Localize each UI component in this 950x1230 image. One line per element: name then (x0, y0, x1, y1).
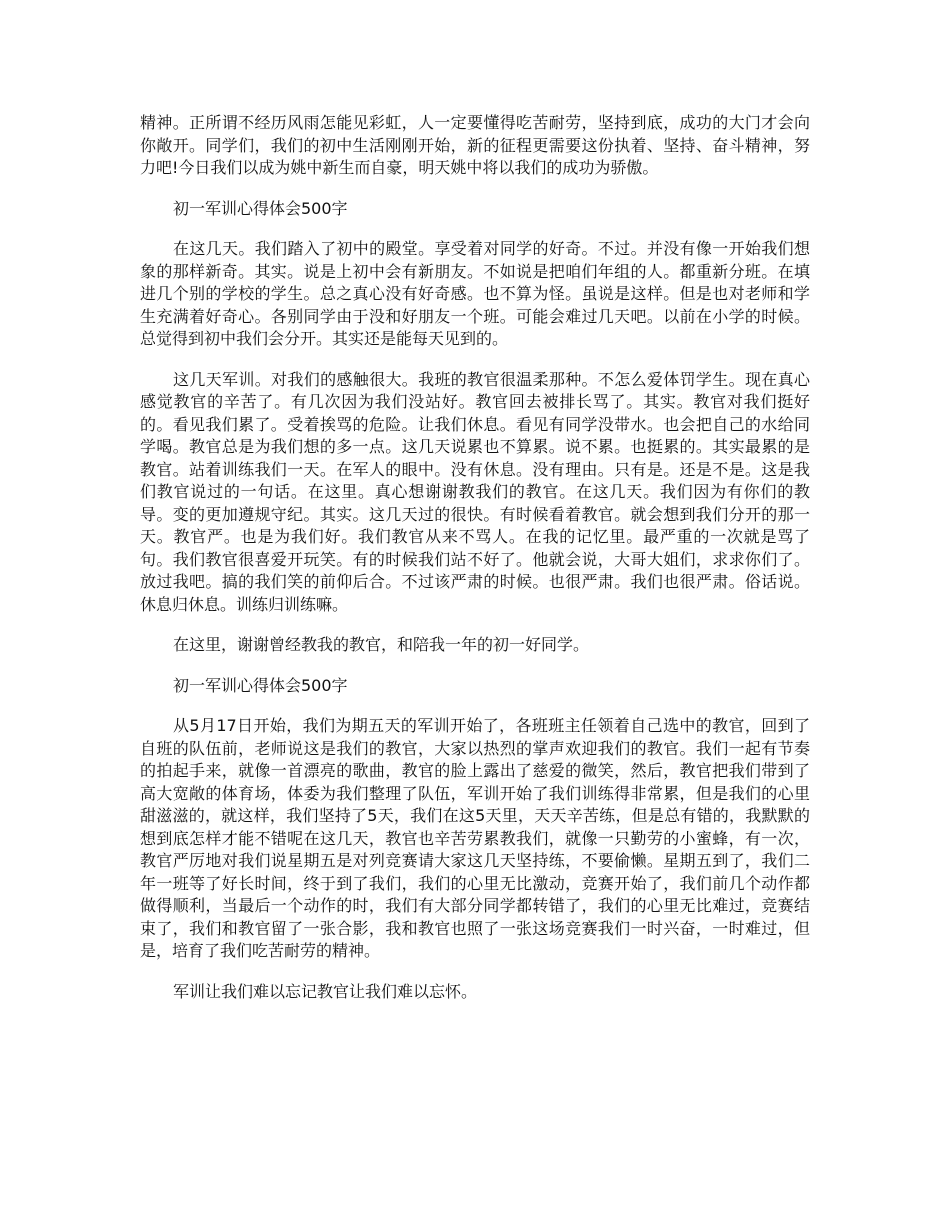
body-paragraph: 精神。正所谓不经历风雨怎能见彩虹，人一定要懂得吃苦耐劳，坚持到底，成功的大门才会向你敞开。同学们，我们的初中生活刚刚开始，新的征程更需要这份执着、坚持、奋斗精神，努力吧!今日我们以成为姚中新生而自豪，明天姚中将以我们的成功为骄傲。 (140, 113, 810, 177)
body-paragraph: 军训让我们难以忘记教官让我们难以忘怀。 (173, 981, 478, 1001)
body-paragraph: 从5月17日开始，我们为期五天的军训开始了，各班班主任领着自己选中的教官，回到了自班的队伍前，老师说这是我们的教官，大家以热烈的掌声欢迎我们的教官。我们一起有节奏的拍起手来，就像一首漂亮的歌曲，教官的脸上露出了慈爱的微笑，然后，教官把我们带到了高大宽敞的体育场，体委为我们整理了队伍，军训开始了我们训练得非常累，但是我们的心里甜滋滋的，就这样，我们坚持了5天，我们在这5天里，天天辛苦练，但是总有错的，我默默的想到底怎样才能不错呢在这几天，教官也辛苦劳累教我们，就像一只勤劳的小蜜蜂，有一次，教官严厉地对我们说星期五是对列竞赛请大家这几天坚持练，不要偷懒。星期五到了，我们二年一班等了好长时间，终于到了我们，我们的心里无比激动，竞赛开始了，我们前几个动作都做得顺利，当最后一个动作的时，我们有大部分同学都转错了，我们的心里无比难过，竞赛结束了，我们和教官留了一张合影，我和教官也照了一张这场竞赛我们一时兴奋，一时难过，但是，培育了我们吃苦耐劳的精神。 (140, 716, 810, 960)
section-heading: 初一军训心得体会500字 (173, 675, 348, 695)
body-paragraph: 在这几天。我们踏入了初中的殿堂。享受着对同学的好奇。不过。并没有像一开始我们想象的那样新奇。其实。说是上初中会有新朋友。不如说是把咱们年组的人。都重新分班。在填进几个别的学校的学生。总之真心没有好奇感。也不算为怪。虽说是这样。但是也对老师和学生充满着好奇心。各别同学由于没和好朋友一个班。可能会难过几天吧。以前在小学的时候。总觉得到初中我们会分开。其实还是能每天见到的。 (140, 239, 810, 348)
section-heading: 初一军训心得体会500字 (173, 198, 348, 218)
document-page (140, 112, 810, 1021)
body-paragraph: 在这里，谢谢曾经教我的教官，和陪我一年的初一好同学。 (173, 635, 590, 654)
body-paragraph: 这几天军训。对我们的感触很大。我班的教官很温柔那种。不怎么爱体罚学生。现在真心感觉教官的辛苦了。有几次因为我们没站好。教官回去被排长骂了。其实。教官对我们挺好的。看见我们累了。受着挨骂的危险。让我们休息。看见有同学没带水。也会把自己的水给同学喝。教官总是为我们想的多一点。这几天说累也不算累。说不累。也挺累的。其实最累的是教官。站着训练我们一天。在军人的眼中。没有休息。没有理由。只有是。还是不是。这是我们教官说过的一句话。在这里。真心想谢谢教我们的教官。在这几天。我们因为有你们的教导。变的更加遵规守纪。其实。这几天过的很快。有时候看着教官。就会想到我们分开的那一天。教官严。也是为我们好。我们教官从来不骂人。在我的记忆里。最严重的一次就是骂了句。我们教官很喜爱开玩笑。有的时候我们站不好了。他就会说，大哥大姐们，求求你们了。放过我吧。搞的我们笑的前仰后合。不过该严肃的时候。也很严肃。我们也很严肃。俗话说。休息归休息。训练归训练嘛。 (140, 369, 810, 614)
